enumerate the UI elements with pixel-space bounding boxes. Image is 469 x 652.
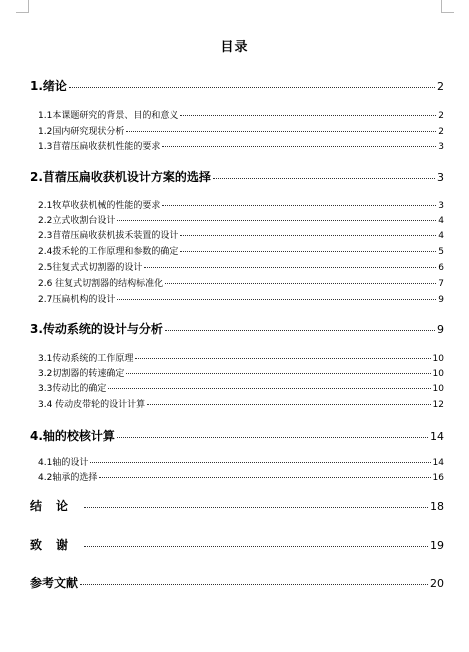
toc-page-number: 10 <box>432 384 444 394</box>
toc-entry-title: 4.1轴的设计 <box>38 458 89 468</box>
toc-entry-title: 2.6 往复式切割器的结构标准化 <box>38 279 164 289</box>
toc-page-number: 9 <box>437 323 444 336</box>
toc-section-entry[interactable] <box>38 351 444 364</box>
dot-leader <box>84 507 428 508</box>
dot-leader <box>117 220 436 221</box>
toc-chapter-entry[interactable] <box>30 536 444 553</box>
toc-entry-title: 2.1牧草收获机械的性能的要求 <box>38 201 161 211</box>
toc-entry-title: 3.传动系统的设计与分析 <box>30 322 163 336</box>
toc-page-number: 5 <box>438 247 444 257</box>
toc-section-entry[interactable] <box>38 292 444 305</box>
toc-entry-title: 3.1传动系统的工作原理 <box>38 354 134 364</box>
toc-section-entry[interactable] <box>38 470 444 483</box>
dot-leader <box>117 437 428 438</box>
toc-section-entry[interactable] <box>38 397 444 410</box>
dot-leader <box>144 267 436 268</box>
dot-leader <box>162 146 436 147</box>
toc-page-number: 3 <box>438 201 444 211</box>
toc-page-number: 6 <box>438 263 444 273</box>
toc-entry-title: 1.绪论 <box>30 79 67 93</box>
dot-leader <box>69 87 435 88</box>
dot-leader <box>165 330 435 331</box>
toc-page-number: 16 <box>432 473 444 483</box>
toc-page-number: 10 <box>432 369 444 379</box>
corner-mark-top-right <box>441 12 454 13</box>
toc-section-entry[interactable] <box>38 108 444 121</box>
toc-section-entry[interactable] <box>38 124 444 137</box>
toc-page-number: 9 <box>438 295 444 305</box>
toc-page-number: 2 <box>438 111 444 121</box>
toc-section-entry[interactable] <box>38 455 444 468</box>
toc-chapter-entry[interactable] <box>30 497 444 514</box>
dot-leader <box>180 115 436 116</box>
toc-entry-title: 1.2国内研究现状分析 <box>38 127 125 137</box>
toc-entry-title: 参考文献 <box>30 576 79 590</box>
toc-section-entry[interactable] <box>38 366 444 379</box>
toc-chapter-entry[interactable] <box>30 320 444 337</box>
toc-section-entry[interactable] <box>38 198 444 211</box>
toc-page-number: 14 <box>430 430 444 443</box>
toc-page-number: 20 <box>430 577 444 590</box>
toc-page-number: 18 <box>430 500 444 513</box>
toc-entry-title: 结论 <box>30 499 83 513</box>
dot-leader <box>126 131 436 132</box>
toc-section-entry[interactable] <box>38 228 444 241</box>
toc-entry-title: 4.2轴承的选择 <box>38 473 98 483</box>
dot-leader <box>213 178 435 179</box>
toc-page-number: 10 <box>432 354 444 364</box>
dot-leader <box>180 251 436 252</box>
dot-leader <box>135 358 430 359</box>
toc-section-entry[interactable] <box>38 139 444 152</box>
dot-leader <box>99 477 430 478</box>
toc-section-entry[interactable] <box>38 276 444 289</box>
dot-leader <box>117 299 436 300</box>
toc-entry-title: 3.4 传动皮带轮的设计计算 <box>38 400 146 410</box>
toc-chapter-entry[interactable] <box>30 574 444 591</box>
toc-page-number: 7 <box>438 279 444 289</box>
toc-page-number: 2 <box>438 127 444 137</box>
toc-page-number: 3 <box>437 171 444 184</box>
toc-chapter-entry[interactable] <box>30 168 444 185</box>
toc-page-number: 19 <box>430 539 444 552</box>
toc-title: 目录 <box>220 40 249 55</box>
toc-page-number: 4 <box>438 231 444 241</box>
toc-entry-title: 4.轴的校核计算 <box>30 429 115 443</box>
toc-chapter-entry[interactable] <box>30 427 444 444</box>
toc-entry-title: 致谢 <box>30 538 83 552</box>
dot-leader <box>126 373 430 374</box>
dot-leader <box>84 546 428 547</box>
dot-leader <box>180 235 436 236</box>
toc-entry-title: 2.4拨禾轮的工作原理和参数的确定 <box>38 247 179 257</box>
toc-page-number: 14 <box>432 458 444 468</box>
toc-page-number: 12 <box>432 400 444 410</box>
toc-section-entry[interactable] <box>38 381 444 394</box>
toc-entry-title: 3.3传动比的确定 <box>38 384 107 394</box>
toc-section-entry[interactable] <box>38 244 444 257</box>
toc-chapter-entry[interactable] <box>30 77 444 94</box>
toc-section-entry[interactable] <box>38 213 444 226</box>
toc-page-number: 3 <box>438 142 444 152</box>
toc-page-number: 2 <box>437 80 444 93</box>
dot-leader <box>80 584 428 585</box>
toc-page-number: 4 <box>438 216 444 226</box>
dot-leader <box>90 462 430 463</box>
toc-entry-title: 2.苜蓿压扁收获机设计方案的选择 <box>30 170 211 184</box>
toc-entry-title: 1.3苜蓿压扁收获机性能的要求 <box>38 142 161 152</box>
corner-mark-top-left <box>16 12 29 13</box>
toc-entry-title: 3.2切割器的转速确定 <box>38 369 125 379</box>
toc-entry-title: 1.1本课题研究的背景、目的和意义 <box>38 111 179 121</box>
toc-entry-title: 2.2立式收割台设计 <box>38 216 116 226</box>
dot-leader <box>162 205 436 206</box>
toc-entry-title: 2.5往复式式切割器的设计 <box>38 263 143 273</box>
toc-entry-title: 2.3苜蓿压扁收获机拔禾装置的设计 <box>38 231 179 241</box>
toc-section-entry[interactable] <box>38 260 444 273</box>
toc-entry-title: 2.7压扁机构的设计 <box>38 295 116 305</box>
dot-leader <box>147 404 430 405</box>
dot-leader <box>165 283 436 284</box>
dot-leader <box>108 388 430 389</box>
